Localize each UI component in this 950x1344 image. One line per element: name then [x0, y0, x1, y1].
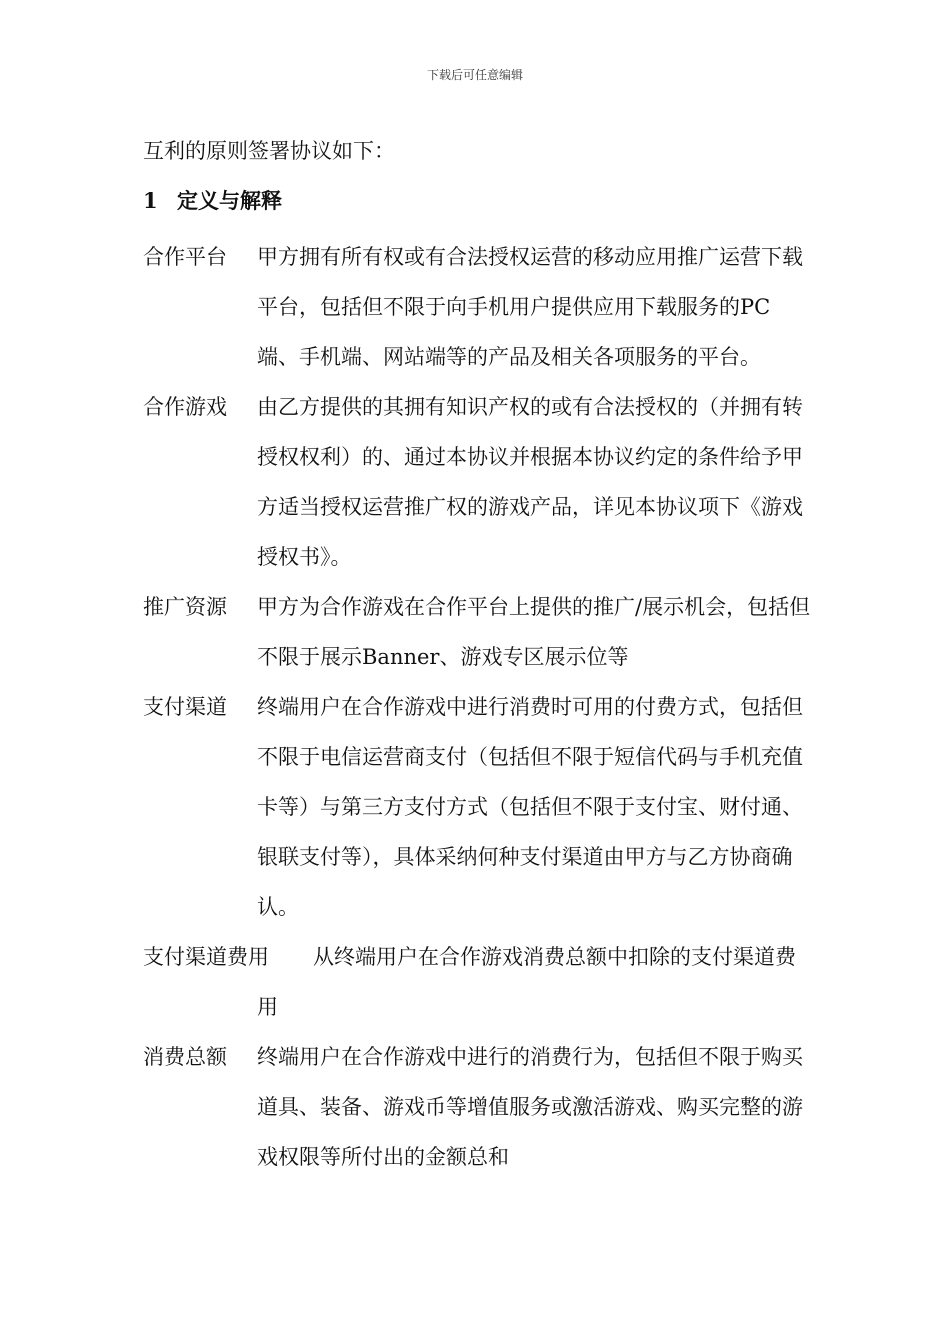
intro-paragraph: 互利的原则签署协议如下： [143, 139, 395, 163]
definition-text: 从终端用户在合作游戏消费总额中扣除的支付渠道费用 [257, 945, 796, 1019]
definition-item [143, 232, 823, 382]
definition-text: 终端用户在合作游戏中进行的消费行为，包括但不限于购买道具、装备、游戏币等增值服务或激活游戏、购买完整的游戏权限等所付出的金额总和 [257, 1045, 803, 1169]
definition-text: 终端用户在合作游戏中进行消费时可用的付费方式，包括但不限于电信运营商支付（包括但不限于短信代码与手机充值卡等）与第三方支付方式（包括但不限于支付宝、财付通、银联支付等），具体采纳何种支付渠道由甲方与乙方协商确认。 [257, 695, 803, 919]
definition-text: 由乙方提供的其拥有知识产权的或有合法授权的（并拥有转授权权利）的、通过本协议并根据本协议约定的条件给予甲方适当授权运营推广权的游戏产品，详见本协议项下《游戏授权书》。 [257, 395, 803, 569]
section-number: 1 [143, 188, 158, 213]
definition-term: 支付渠道费用 [143, 945, 269, 969]
definition-text: 甲方拥有所有权或有合法授权运营的移动应用推广运营下载平台，包括但不限于向手机用户提供应用下载服务的PC端、手机端、网站端等的产品及相关各项服务的平台。 [257, 245, 803, 369]
definition-item [143, 682, 823, 932]
definition-term: 消费总额 [143, 1045, 227, 1069]
section-heading [143, 186, 282, 216]
definition-term: 合作游戏 [143, 395, 227, 419]
definition-item [143, 582, 823, 682]
definition-item [143, 382, 823, 582]
definition-term: 推广资源 [143, 595, 227, 619]
definitions-list [143, 232, 823, 1182]
definition-item [143, 932, 823, 1032]
definition-term: 支付渠道 [143, 695, 227, 719]
section-title: 定义与解释 [177, 188, 282, 213]
definition-text: 甲方为合作游戏在合作平台上提供的推广/展示机会，包括但不限于展示Banner、游戏专区展示位等 [257, 595, 811, 669]
page-header: 下载后可任意编辑 [426, 68, 523, 82]
definition-item [143, 1032, 823, 1182]
definition-term: 合作平台 [143, 245, 227, 269]
